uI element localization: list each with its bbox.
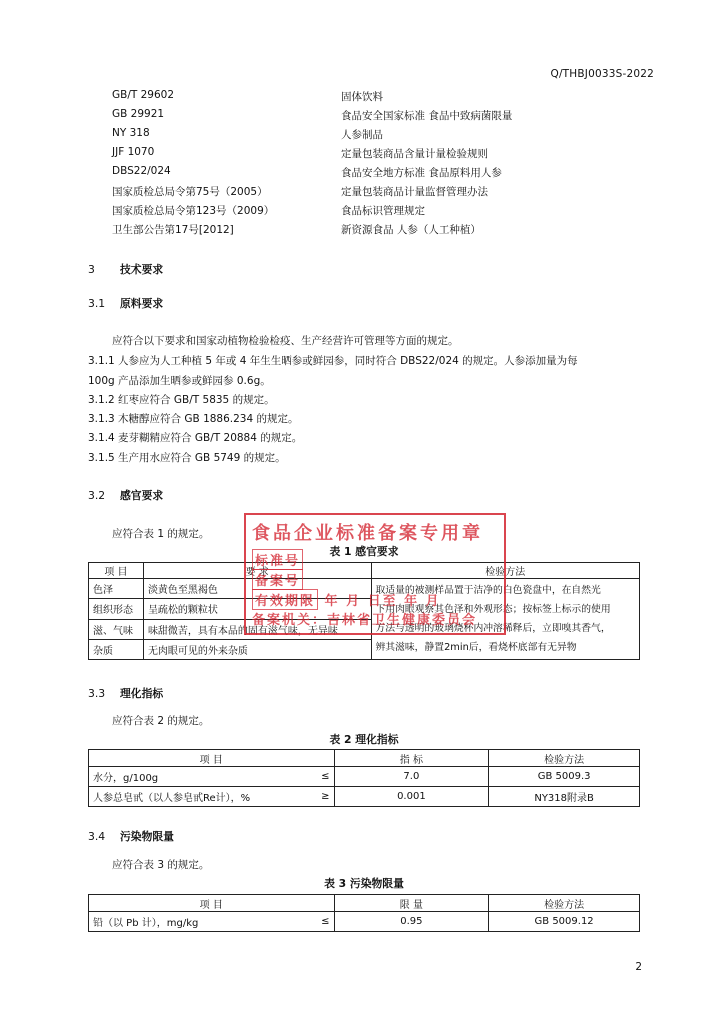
reference-code: GB/T 29602: [112, 89, 175, 101]
column-header: 限 量: [334, 895, 489, 912]
table-cell: 味甜微苦，具有本品的固有滋气味，无异味: [143, 619, 371, 639]
section-number: 3.2: [88, 489, 106, 502]
column-header: 指 标: [334, 750, 489, 767]
reference-code: 卫生部公告第17号[2012]: [112, 224, 234, 236]
paragraph: 3.1.1 人参应为人工种植 5 年或 4 年生生晒参或鲜园参，同时符合 DBS22/024 的规定。人参添加量为每: [88, 355, 578, 367]
section-number: 3.4: [88, 830, 106, 843]
column-header: 检验方法: [371, 563, 640, 579]
section-heading: [88, 262, 163, 277]
method-line: 下用肉眼观察其色泽和外观形态；按标签上标示的使用: [375, 604, 611, 615]
table-cell: 呈疏松的颗粒状: [143, 599, 371, 619]
comparison-operator: ≤: [310, 767, 334, 787]
reference-code: 国家质检总局令第75号（2005）: [112, 186, 268, 198]
table-cell: NY318附录B: [489, 787, 640, 807]
reference-name: 食品安全国家标准 食品中致病菌限量: [341, 110, 513, 122]
stamp-date-range: 年 月 日至 年 月: [324, 594, 441, 609]
page-number: 2: [635, 961, 642, 973]
table-caption: 表 1 感官要求: [329, 545, 399, 558]
table-cell: 淡黄色至黑褐色: [143, 579, 371, 599]
table-cell: GB 5009.12: [489, 912, 640, 932]
stamp-title: 食品企业标准备案专用章: [252, 523, 483, 544]
paragraph: 3.1.2 红枣应符合 GB/T 5835 的规定。: [88, 394, 275, 406]
table-cell: 7.0: [334, 767, 489, 787]
reference-item: [112, 184, 632, 203]
reference-name: 食品安全地方标准 食品原料用人参: [341, 167, 502, 179]
reference-name: 食品标识管理规定: [341, 205, 425, 217]
paragraph: 3.1.4 麦芽糊精应符合 GB/T 20884 的规定。: [88, 432, 303, 444]
reference-item: [112, 89, 632, 108]
reference-code: GB 29921: [112, 108, 165, 120]
contaminant-table: [88, 894, 640, 932]
section-title: 原料要求: [120, 297, 164, 310]
table-cell: 水分，g/100g: [89, 767, 311, 787]
stamp-label: 标准号: [252, 549, 303, 570]
method-line: 辨其滋味，静置2min后，看烧杯底部有无异物: [375, 642, 577, 653]
reference-name: 人参制品: [341, 129, 383, 141]
column-header: 项 目: [89, 563, 144, 579]
table-cell: 0.001: [334, 787, 489, 807]
section-heading: [88, 296, 163, 311]
column-header: 项 目: [89, 895, 335, 912]
paragraph: 应符合以下要求和国家动植物检验检疫、生产经营许可管理等方面的规定。: [112, 335, 459, 347]
table-header-row: [89, 750, 640, 767]
comparison-operator: ≤: [310, 912, 334, 932]
table-cell: 滋、气味: [89, 619, 144, 639]
section-heading: [88, 686, 163, 701]
table-cell: 色泽: [89, 579, 144, 599]
section-number: 3.3: [88, 687, 106, 700]
stamp-label: 有效期限: [252, 589, 318, 610]
table-row: [89, 912, 640, 932]
sensory-table: [88, 562, 640, 660]
column-header: 检验方法: [489, 895, 640, 912]
document-code: Q/THBJ0033S-2022: [550, 68, 654, 80]
section-heading: [88, 488, 163, 503]
reference-item: [112, 146, 632, 165]
table-caption: 表 2 理化指标: [329, 733, 399, 746]
reference-name: 固体饮料: [341, 91, 383, 103]
paragraph: 100g 产品添加生晒参或鲜园参 0.6g。: [88, 375, 271, 387]
reference-name: 定量包装商品含量计量检验规则: [341, 148, 488, 160]
paragraph: 应符合表 1 的规定。: [112, 528, 210, 540]
method-line: 取适量的被测样品置于洁净的白色瓷盘中，在自然光: [375, 585, 601, 596]
reference-item: [112, 203, 632, 222]
reference-name: 新资源食品 人参（人工种植）: [341, 224, 481, 236]
paragraph: 应符合表 2 的规定。: [112, 715, 210, 727]
method-line: 方法与透明的玻璃烧杯内冲溶稀释后，立即嗅其香气，: [375, 623, 611, 634]
reference-item: [112, 108, 632, 127]
table-header-row: [89, 895, 640, 912]
table-cell: 0.95: [334, 912, 489, 932]
stamp-authority: 备案机关：吉林省卫生健康委员会: [252, 613, 478, 628]
section-title: 感官要求: [120, 489, 164, 502]
reference-item: [112, 165, 632, 184]
stamp-label: 备案号: [252, 569, 303, 590]
table-row: [89, 787, 640, 807]
table-caption: 表 3 污染物限量: [324, 877, 404, 890]
comparison-operator: ≥: [310, 787, 334, 807]
reference-code: DBS22/024: [112, 165, 171, 177]
table-cell: 无肉眼可见的外来杂质: [143, 639, 371, 659]
section-number: 3.1: [88, 297, 106, 310]
table-cell: 人参总皂甙（以人参皂甙Re计），%: [89, 787, 311, 807]
table-row: [89, 579, 640, 599]
physchem-table: [88, 749, 640, 807]
paragraph: 3.1.5 生产用水应符合 GB 5749 的规定。: [88, 452, 286, 464]
table-row: [89, 767, 640, 787]
column-header: 检验方法: [489, 750, 640, 767]
section-title: 技术要求: [120, 263, 164, 276]
section-heading: [88, 829, 174, 844]
column-header: 要 求: [143, 563, 371, 579]
reference-code: JJF 1070: [112, 146, 155, 158]
column-header: 项 目: [89, 750, 335, 767]
method-cell: [371, 579, 640, 660]
table-cell: GB 5009.3: [489, 767, 640, 787]
reference-code: NY 318: [112, 127, 150, 139]
reference-item: [112, 222, 632, 241]
table-cell: 铅（以 Pb 计），mg/kg: [89, 912, 311, 932]
reference-item: [112, 127, 632, 146]
table-cell: 组织形态: [89, 599, 144, 619]
section-title: 理化指标: [120, 687, 164, 700]
table-header-row: [89, 563, 640, 579]
section-number: 3: [88, 263, 95, 276]
reference-name: 定量包装商品计量监督管理办法: [341, 186, 488, 198]
section-title: 污染物限量: [120, 830, 174, 843]
paragraph: 应符合表 3 的规定。: [112, 859, 210, 871]
paragraph: 3.1.3 木糖醇应符合 GB 1886.234 的规定。: [88, 413, 299, 425]
table-cell: 杂质: [89, 639, 144, 659]
reference-code: 国家质检总局令第123号（2009）: [112, 205, 275, 217]
